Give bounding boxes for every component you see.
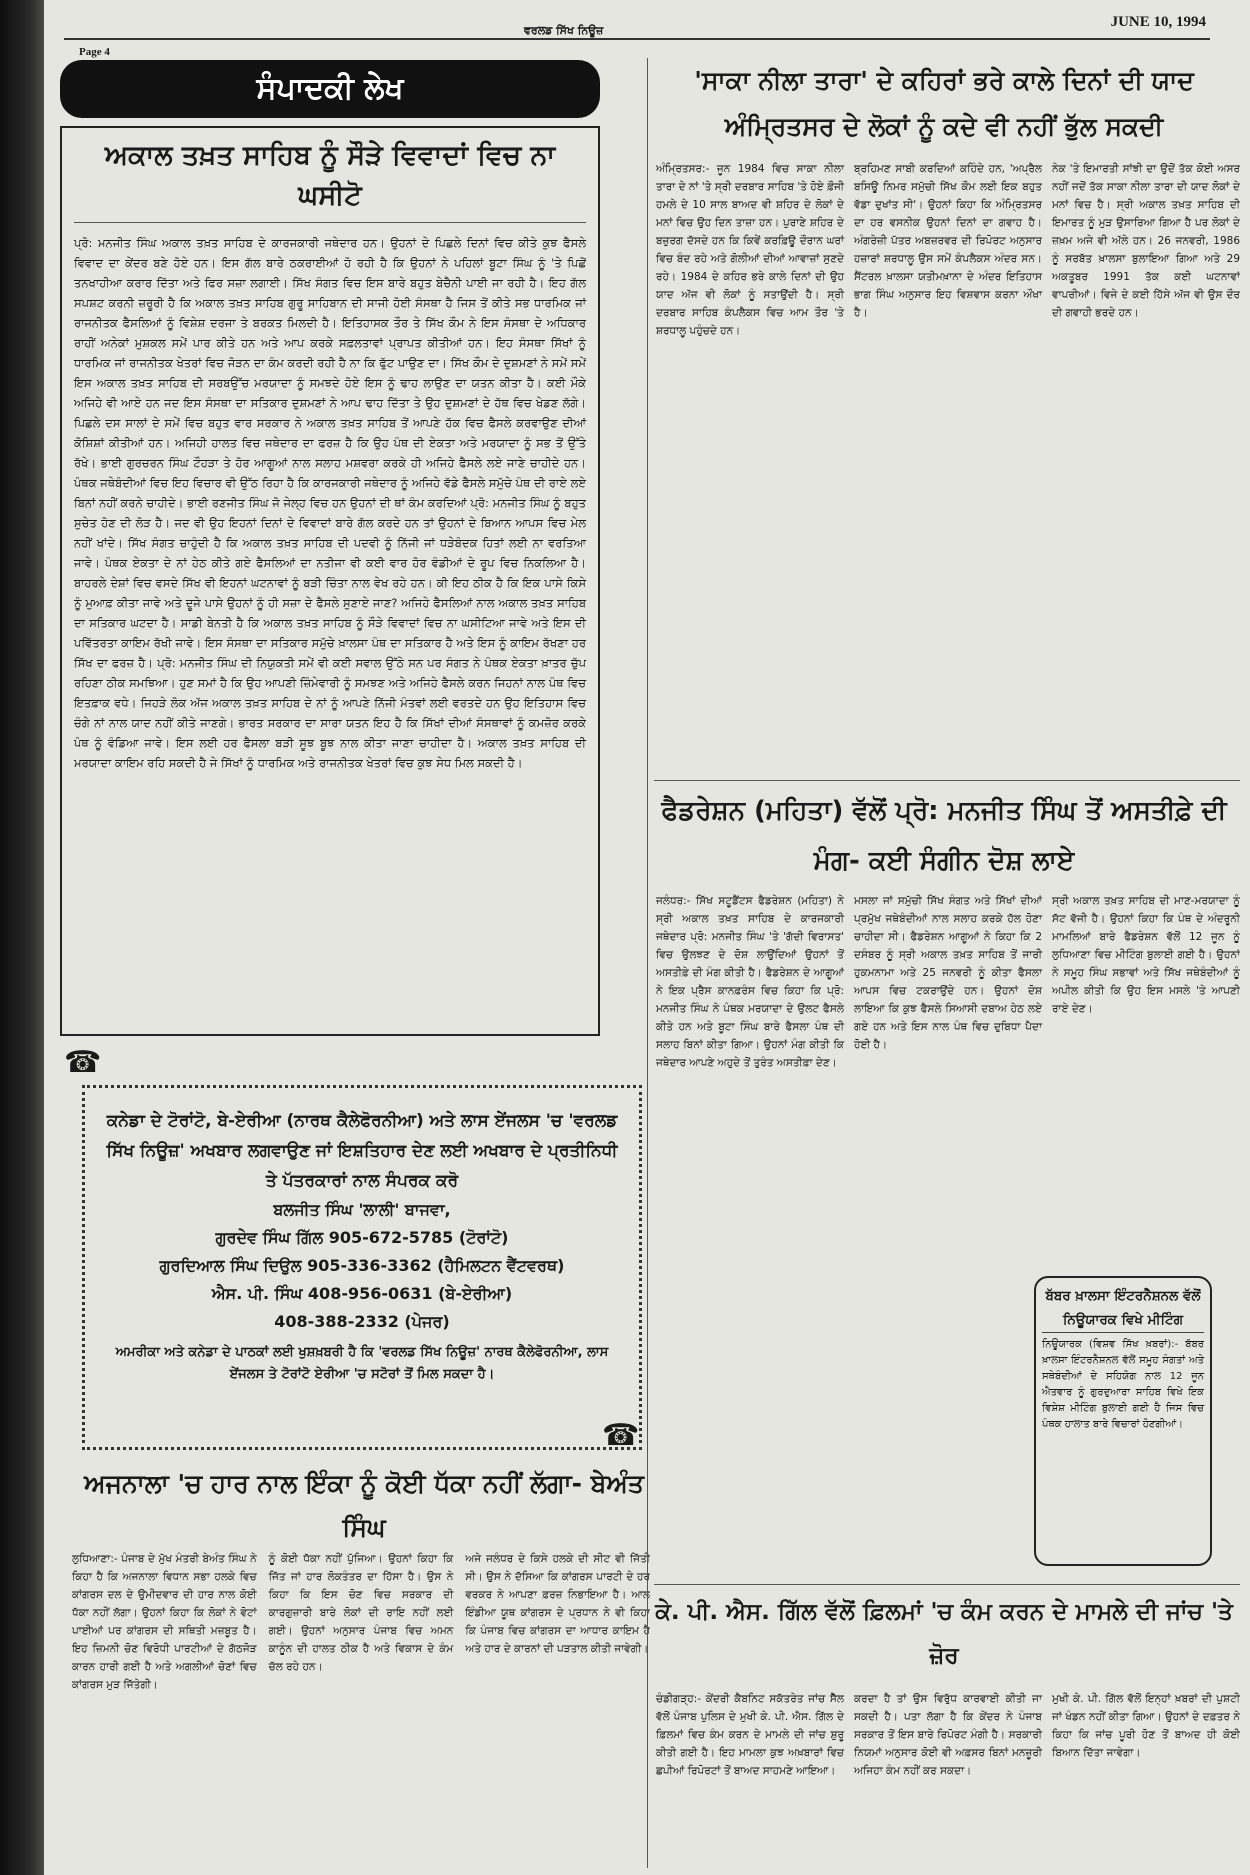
advert-contact: ਗੁਰਦੇਵ ਸਿੰਘ ਗਿੱਲ 905-672-5785 (ਟੋਰਾਂਟੋ) [215,1228,509,1247]
telephone-icon: ☎ [64,1045,102,1080]
article-column: ਅੰਮ੍ਰਿਤਸਰ:- ਜੂਨ 1984 ਵਿਚ ਸਾਕਾ ਨੀਲਾ ਤਾਰਾ ਦੇ ਨਾਂ 'ਤੇ ਸ੍ਰੀ ਦਰਬਾਰ ਸਾਹਿਬ 'ਤੇ ਹੋਏ ਫ਼ੌਜੀ ਹਮਲੇ ਦੇ 10 ਸਾਲ ਬਾਅਦ ਵੀ ਸ਼ਹਿਰ ਦੇ ਲੋਕਾਂ ਦੇ ਮਨਾਂ ਵਿਚ ਉਹ ਦਿਨ ਤਾਜ਼ਾ ਹਨ। ਪੁਰਾਣੇ ਸ਼ਹਿਰ ਦੇ ਬਜ਼ੁਰਗ ਦੱਸਦੇ ਹਨ ਕਿ ਕਿਵੇਂ ਕਰਫ਼ਿਊ ਦੌਰਾਨ ਘਰਾਂ ਵਿਚ ਬੰਦ ਰਹੇ ਅਤੇ ਗੋਲੀਆਂ ਦੀਆਂ ਆਵਾਜ਼ਾਂ ਸੁਣਦੇ ਰਹੇ। 1984 ਦੇ ਕਹਿਰ ਭਰੇ ਕਾਲੇ ਦਿਨਾਂ ਦੀ ਉਹ ਯਾਦ ਅੱਜ ਵੀ ਲੋਕਾਂ ਨੂੰ ਸਤਾਉਂਦੀ ਹੈ। ਸ੍ਰੀ ਦਰਬਾਰ ਸਾਹਿਬ ਕੰਪਲੈਕਸ ਵਿਚ ਆਮ ਤੌਰ 'ਤੇ ਸ਼ਰਧਾਲੂ ਪਹੁੰਚਦੇ ਹਨ। [656,163,844,337]
advert-contact: ਐਸ. ਪੀ. ਸਿੰਘ 408-956-0631 (ਬੇ-ਏਰੀਆ) [211,1284,513,1303]
issue-date: JUNE 10, 1994 [1110,14,1206,30]
article-column: ਲੁਧਿਆਣਾ:- ਪੰਜਾਬ ਦੇ ਮੁੱਖ ਮੰਤਰੀ ਬੇਅੰਤ ਸਿੰਘ ਨੇ ਕਿਹਾ ਹੈ ਕਿ ਅਜਨਾਲਾ ਵਿਧਾਨ ਸਭਾ ਹਲਕੇ ਵਿਚ ਕਾਂਗਰਸ ਦਲ ਦੇ ਉਮੀਦਵਾਰ ਦੀ ਹਾਰ ਨਾਲ ਕੋਈ ਧੱਕਾ ਨਹੀਂ ਲੱਗਾ। ਉਹਨਾਂ ਕਿਹਾ ਕਿ ਲੋਕਾਂ ਨੇ ਵੋਟਾਂ ਪਾਈਆਂ ਪਰ ਕਾਂਗਰਸ ਦੀ ਸਥਿਤੀ ਮਜ਼ਬੂਤ ਹੈ। ਇਹ ਜ਼ਿਮਨੀ ਚੋਣ ਵਿਰੋਧੀ ਪਾਰਟੀਆਂ ਦੇ ਗੱਠਜੋੜ ਕਾਰਨ ਹਾਰੀ ਗਈ ਹੈ ਅਤੇ ਅਗਲੀਆਂ ਚੋਣਾਂ ਵਿਚ ਕਾਂਗਰਸ ਮੁੜ ਜਿੱਤੇਗੀ। [72,1553,257,1691]
newspaper-page [44,0,1250,1875]
ajnala-headline: ਅਜਨਾਲਾ 'ਚ ਹਾਰ ਨਾਲ ਇੰਕਾ ਨੂੰ ਕੋਈ ਧੱਕਾ ਨਹੀਂ ਲੱਗਾ- ਬੇਅੰਤ ਸਿੰਘ [84,1469,644,1542]
article-column: ਨੂੰ ਕੋਈ ਧੱਕਾ ਨਹੀਂ ਪੁੱਜਿਆ। ਉਹਨਾਂ ਕਿਹਾ ਕਿ ਜਿੱਤ ਜਾਂ ਹਾਰ ਲੋਕਤੰਤਰ ਦਾ ਹਿੱਸਾ ਹੈ। ਉਸ ਨੇ ਕਿਹਾ ਕਿ ਇਸ ਚੋਣ ਵਿਚ ਸਰਕਾਰ ਦੀ ਕਾਰਗੁਜ਼ਾਰੀ ਬਾਰੇ ਲੋਕਾਂ ਦੀ ਰਾਇ ਨਹੀਂ ਲਈ ਗਈ। ਉਹਨਾਂ ਅਨੁਸਾਰ ਪੰਜਾਬ ਵਿਚ ਅਮਨ ਕਾਨੂੰਨ ਦੀ ਹਾਲਤ ਠੀਕ ਹੈ ਅਤੇ ਵਿਕਾਸ ਦੇ ਕੰਮ ਚੱਲ ਰਹੇ ਹਨ। [268,1553,454,1673]
saka-article [656,160,1240,770]
article-column: ਨੇਕ 'ਤੇ ਇਮਾਰਤੀ ਸਾਂਝੀ ਦਾ ਉਦੋਂ ਤੱਕ ਕੋਈ ਅਸਰ ਨਹੀਂ ਜਦੋਂ ਤੱਕ ਸਾਕਾ ਨੀਲਾ ਤਾਰਾ ਦੀ ਯਾਦ ਲੋਕਾਂ ਦੇ ਮਨਾਂ ਵਿਚ ਹੈ। ਸ੍ਰੀ ਅਕਾਲ ਤਖ਼ਤ ਸਾਹਿਬ ਦੀ ਇਮਾਰਤ ਨੂੰ ਮੁੜ ਉਸਾਰਿਆ ਗਿਆ ਹੈ ਪਰ ਲੋਕਾਂ ਦੇ ਜ਼ਖ਼ਮ ਅਜੇ ਵੀ ਅੱਲੇ ਹਨ। 26 ਜਨਵਰੀ, 1986 ਨੂੰ ਸਰਬੱਤ ਖ਼ਾਲਸਾ ਬੁਲਾਇਆ ਗਿਆ ਅਤੇ 29 ਅਕਤੂਬਰ 1991 ਤੱਕ ਕਈ ਘਟਨਾਵਾਂ ਵਾਪਰੀਆਂ। ਵਿਜੇ ਦੇ ਕਈ ਹਿੱਸੇ ਅੱਜ ਵੀ ਉਸ ਦੌਰ ਦੀ ਗਵਾਹੀ ਭਰਦੇ ਹਨ। [1052,163,1240,319]
article-column: ਕਰਦਾ ਹੈ ਤਾਂ ਉਸ ਵਿਰੁੱਧ ਕਾਰਵਾਈ ਕੀਤੀ ਜਾ ਸਕਦੀ ਹੈ। ਪਤਾ ਲੱਗਾ ਹੈ ਕਿ ਕੇਂਦਰ ਨੇ ਪੰਜਾਬ ਸਰਕਾਰ ਤੋਂ ਇਸ ਬਾਰੇ ਰਿਪੋਰਟ ਮੰਗੀ ਹੈ। ਸਰਕਾਰੀ ਨਿਯਮਾਂ ਅਨੁਸਾਰ ਕੋਈ ਵੀ ਅਫ਼ਸਰ ਬਿਨਾਂ ਮਨਜ਼ੂਰੀ ਅਜਿਹਾ ਕੰਮ ਨਹੀਂ ਕਰ ਸਕਦਾ। [854,1693,1042,1777]
babbar-khalsa-body: ਨਿਊਯਾਰਕ (ਵਿਸ਼ਵ ਸਿੱਖ ਖ਼ਬਰਾਂ):- ਬੱਬਰ ਖ਼ਾਲਸਾ ਇੰਟਰਨੈਸ਼ਨਲ ਵੱਲੋਂ ਸਮੂਹ ਸੰਗਤਾਂ ਅਤੇ ਸਥੇਬੰਦੀਆਂ ਦੇ ਸਹਿਯੋਗ ਨਾਲ 12 ਜੂਨ ਐਤਵਾਰ ਨੂੰ ਗੁਰਦੁਆਰਾ ਸਾਹਿਬ ਵਿਖੇ ਇਕ ਵਿਸ਼ੇਸ਼ ਮੀਟਿੰਗ ਬੁਲਾਈ ਗਈ ਹੈ ਜਿਸ ਵਿਚ ਪੰਥਕ ਹਾਲਾਤ ਬਾਰੇ ਵਿਚਾਰਾਂ ਹੋਣਗੀਆਂ। [1042,1339,1204,1430]
advert-contact: ਗੁਰਦਿਆਲ ਸਿੰਘ ਦਿਉਲ 905-336-3362 (ਹੈਮਿਲਟਨ ਵੈਂਟਵਰਥ) [159,1256,565,1275]
editorial-box [60,126,600,1036]
running-header [44,14,1250,58]
section-divider [654,1584,1240,1585]
telephone-icon: ☎ [602,1418,640,1453]
header-rule [64,38,1210,40]
article-column: ਮਸਲਾ ਜਾਂ ਸਮੁੱਚੀ ਸਿੱਖ ਸੰਗਤ ਅਤੇ ਸਿੱਖਾਂ ਦੀਆਂ ਪ੍ਰਮੁੱਖ ਜਥੇਬੰਦੀਆਂ ਨਾਲ ਸਲਾਹ ਕਰਕੇ ਹੱਲ ਹੋਣਾ ਚਾਹੀਦਾ ਸੀ। ਫੈਡਰੇਸ਼ਨ ਆਗੂਆਂ ਨੇ ਕਿਹਾ ਕਿ 2 ਦਸੰਬਰ ਨੂੰ ਸ੍ਰੀ ਅਕਾਲ ਤਖ਼ਤ ਸਾਹਿਬ ਤੋਂ ਜਾਰੀ ਹੁਕਮਨਾਮਾ ਅਤੇ 25 ਜਨਵਰੀ ਨੂੰ ਕੀਤਾ ਫੈਸਲਾ ਆਪਸ ਵਿਚ ਟਕਰਾਉਂਦੇ ਹਨ। ਉਹਨਾਂ ਦੋਸ਼ ਲਾਇਆ ਕਿ ਕੁਝ ਫੈਸਲੇ ਸਿਆਸੀ ਦਬਾਅ ਹੇਠ ਲਏ ਗਏ ਹਨ ਅਤੇ ਇਸ ਨਾਲ ਪੰਥ ਵਿਚ ਦੁਬਿਧਾ ਪੈਦਾ ਹੋਈ ਹੈ। [854,895,1042,1051]
contact-advert-box [82,1085,642,1450]
advert-contact: ਬਲਜੀਤ ਸਿੰਘ 'ਲਾਲੀ' ਬਾਜਵਾ, [273,1200,451,1219]
advert-contact: 408-388-2332 (ਪੇਜਰ) [274,1312,450,1331]
article-column: ਚੰਡੀਗੜ੍ਹ:- ਕੇਂਦਰੀ ਕੈਬਨਿਟ ਸਕੱਤਰੇਤ ਜਾਂਚ ਸੈੱਲ ਵੱਲੋਂ ਪੰਜਾਬ ਪੁਲਿਸ ਦੇ ਮੁਖੀ ਕੇ. ਪੀ. ਐਸ. ਗਿੱਲ ਦੇ ਫ਼ਿਲਮਾਂ ਵਿਚ ਕੰਮ ਕਰਨ ਦੇ ਮਾਮਲੇ ਦੀ ਜਾਂਚ ਸ਼ੁਰੂ ਕੀਤੀ ਗਈ ਹੈ। ਇਹ ਮਾਮਲਾ ਕੁਝ ਅਖ਼ਬਾਰਾਂ ਵਿਚ ਛਪੀਆਂ ਰਿਪੋਰਟਾਂ ਤੋਂ ਬਾਅਦ ਸਾਹਮਣੇ ਆਇਆ। [656,1693,844,1777]
editorial-body: ਪ੍ਰੋ: ਮਨਜੀਤ ਸਿੰਘ ਅਕਾਲ ਤਖ਼ਤ ਸਾਹਿਬ ਦੇ ਕਾਰਜਕਾਰੀ ਜਥੇਦਾਰ ਹਨ। ਉਹਨਾਂ ਦੇ ਪਿਛਲੇ ਦਿਨਾਂ ਵਿਚ ਕੀਤੇ ਕੁਝ ਫੈਸਲੇ ਵਿਵਾਦ ਦਾ ਕੇਂਦਰ ਬਣੇ ਹੋਏ ਹਨ। ਇਸ ਗੱਲ ਬਾਰੇ ਠਕਰਾਈਆਂ ਹੋ ਰਹੀ ਹੈ ਕਿ ਉਹਨਾਂ ਨੇ ਪਹਿਲਾਂ ਬੂਟਾ ਸਿੰਘ ਨੂੰ 'ਤੇ ਪਿਛੋਂ ਤਨਖਾਹੀਆ ਕਰਾਰ ਦਿੱਤਾ ਅਤੇ ਫਿਰ ਸਜ਼ਾ ਲਗਾਈ। ਸਿੱਖ ਸੰਗਤ ਵਿਚ ਇਸ ਬਾਰੇ ਬਹੁਤ ਬੇਚੈਨੀ ਪਾਈ ਜਾ ਰਹੀ ਹੈ। ਇਹ ਗੱਲ ਸਪਸ਼ਟ ਕਰਨੀ ਜ਼ਰੂਰੀ ਹੈ ਕਿ ਅਕਾਲ ਤਖ਼ਤ ਸਾਹਿਬ ਗੁਰੂ ਸਾਹਿਬਾਨ ਦੀ ਸਾਜੀ ਹੋਈ ਸੰਸਥਾ ਹੈ ਜਿਸ ਤੋਂ ਕੀਤੇ ਸਭ ਧਾਰਮਿਕ ਜਾਂ ਰਾਜਨੀਤਕ ਫੈਸਲਿਆਂ ਨੂੰ ਵਿਸ਼ੇਸ਼ ਦਰਜਾ ਤੇ ਬਰਕਤ ਮਿਲਦੀ ਹੈ। ਇਤਿਹਾਸਕ ਤੌਰ ਤੇ ਸਿੱਖ ਕੌਮ ਨੇ ਇਸ ਸੰਸਥਾ ਦੇ ਅਧਿਕਾਰ ਰਾਹੀਂ ਅਨੇਕਾਂ ਮੁਸ਼ਕਲ ਸਮੇਂ ਪਾਰ ਕੀਤੇ ਹਨ ਅਤੇ ਆਪ ਕਰਕੇ ਸਫ਼ਲਤਾਵਾਂ ਪ੍ਰਾਪਤ ਕੀਤੀਆਂ ਹਨ। ਇਹ ਸੰਸਥਾ ਸਿੱਖਾਂ ਨੂੰ ਧਾਰਮਿਕ ਜਾਂ ਰਾਜਨੀਤਕ ਖੇਤਰਾਂ ਵਿਚ ਜੋੜਨ ਦਾ ਕੰਮ ਕਰਦੀ ਰਹੀ ਹੈ ਨਾ ਕਿ ਫੁੱਟ ਪਾਉਣ ਦਾ। ਸਿੱਖ ਕੌਮ ਦੇ ਦੁਸ਼ਮਣਾਂ ਨੇ ਸਮੇਂ ਸਮੇਂ ਇਸ ਅਕਾਲ ਤਖ਼ਤ ਸਾਹਿਬ ਦੀ ਸਰਬਉੱਚ ਮਰਯਾਦਾ ਨੂੰ ਸਮਝਦੇ ਹੋਏ ਇਸ ਨੂੰ ਢਾਹ ਲਾਉਣ ਦਾ ਯਤਨ ਕੀਤਾ ਹੈ। ਕਈ ਮੌਕੇ ਅਜਿਹੇ ਵੀ ਆਏ ਹਨ ਜਦ ਇਸ ਸੰਸਥਾ ਦਾ ਸਤਿਕਾਰ ਦੁਸ਼ਮਣਾਂ ਨੇ ਆਪ ਢਾਹ ਦਿੱਤਾ ਤੇ ਉਹ ਦੁਸ਼ਮਣਾਂ ਦੇ ਹੱਥ ਵਿਚ ਖੇਡਣ ਲੱਗੇ। ਪਿਛਲੇ ਦਸ ਸਾਲਾਂ ਦੇ ਸਮੇਂ ਵਿਚ ਬਹੁਤ ਵਾਰ ਸਰਕਾਰ ਨੇ ਅਕਾਲ ਤਖ਼ਤ ਸਾਹਿਬ ਤੋਂ ਆਪਣੇ ਹੱਕ ਵਿਚ ਫੈਸਲੇ ਕਰਵਾਉਣ ਦੀਆਂ ਕੋਸ਼ਿਸ਼ਾਂ ਕੀਤੀਆਂ ਹਨ। ਅਜਿਹੀ ਹਾਲਤ ਵਿਚ ਜਥੇਦਾਰ ਦਾ ਫਰਜ਼ ਹੈ ਕਿ ਉਹ ਪੰਥ ਦੀ ਏਕਤਾ ਅਤੇ ਮਰਯਾਦਾ ਨੂੰ ਸਭ ਤੋਂ ਉੱਤੇ ਰੱਖੇ। ਭਾਈ ਗੁਰਚਰਨ ਸਿੰਘ ਟੌਹੜਾ ਤੇ ਹੋਰ ਆਗੂਆਂ ਨਾਲ ਸਲਾਹ ਮਸ਼ਵਰਾ ਕਰਕੇ ਹੀ ਅਜਿਹੇ ਫੈਸਲੇ ਲਏ ਜਾਣੇ ਚਾਹੀਦੇ ਹਨ। ਪੰਥਕ ਜਥੇਬੰਦੀਆਂ ਵਿਚ ਇਹ ਵਿਚਾਰ ਵੀ ਉੱਠ ਰਿਹਾ ਹੈ ਕਿ ਕਾਰਜਕਾਰੀ ਜਥੇਦਾਰ ਨੂੰ ਅਜਿਹੇ ਵੱਡੇ ਫੈਸਲੇ ਸਮੁੱਚੇ ਪੰਥ ਦੀ ਰਾਏ ਲਏ ਬਿਨਾਂ ਨਹੀਂ ਕਰਨੇ ਚਾਹੀਦੇ। ਭਾਈ ਰਣਜੀਤ ਸਿੰਘ ਜੋ ਜੇਲ੍ਹ ਵਿਚ ਹਨ ਉਹਨਾਂ ਦੀ ਥਾਂ ਕੰਮ ਕਰਦਿਆਂ ਪ੍ਰੋ: ਮਨਜੀਤ ਸਿੰਘ ਨੂੰ ਬਹੁਤ ਸੁਚੇਤ ਹੋਣ ਦੀ ਲੋੜ ਹੈ। ਜਦ ਵੀ ਉਹ ਇਹਨਾਂ ਦਿਨਾਂ ਦੇ ਵਿਵਾਦਾਂ ਬਾਰੇ ਗੱਲ ਕਰਦੇ ਹਨ ਤਾਂ ਉਹਨਾਂ ਦੇ ਬਿਆਨ ਆਪਸ ਵਿਚ ਮੇਲ ਨਹੀਂ ਖਾਂਦੇ। ਸਿੱਖ ਸੰਗਤ ਚਾਹੁੰਦੀ ਹੈ ਕਿ ਅਕਾਲ ਤਖ਼ਤ ਸਾਹਿਬ ਦੀ ਪਦਵੀ ਨੂੰ ਨਿੱਜੀ ਜਾਂ ਧੜੇਬੰਦਕ ਹਿਤਾਂ ਲਈ ਨਾ ਵਰਤਿਆ ਜਾਵੇ। ਪੰਥਕ ਏਕਤਾ ਦੇ ਨਾਂ ਹੇਠ ਕੀਤੇ ਗਏ ਫੈਸਲਿਆਂ ਦਾ ਨਤੀਜਾ ਵੀ ਕਈ ਵਾਰ ਹੋਰ ਵੰਡੀਆਂ ਦੇ ਰੂਪ ਵਿਚ ਨਿਕਲਿਆ ਹੈ। ਬਾਹਰਲੇ ਦੇਸ਼ਾਂ ਵਿਚ ਵਸਦੇ ਸਿੱਖ ਵੀ ਇਹਨਾਂ ਘਟਨਾਵਾਂ ਨੂੰ ਬੜੀ ਚਿੰਤਾ ਨਾਲ ਵੇਖ ਰਹੇ ਹਨ। ਕੀ ਇਹ ਠੀਕ ਹੈ ਕਿ ਇਕ ਪਾਸੇ ਕਿਸੇ ਨੂੰ ਮੁਆਫ਼ ਕੀਤਾ ਜਾਵੇ ਅਤੇ ਦੂਜੇ ਪਾਸੇ ਉਹਨਾਂ ਨੂੰ ਹੀ ਸਜ਼ਾ ਦੇ ਫੈਸਲੇ ਸੁਣਾਏ ਜਾਣ? ਅਜਿਹੇ ਫੈਸਲਿਆਂ ਨਾਲ ਅਕਾਲ ਤਖ਼ਤ ਸਾਹਿਬ ਦਾ ਸਤਿਕਾਰ ਘਟਦਾ ਹੈ। ਸਾਡੀ ਬੇਨਤੀ ਹੈ ਕਿ ਅਕਾਲ ਤਖ਼ਤ ਸਾਹਿਬ ਨੂੰ ਸੌੜੇ ਵਿਵਾਦਾਂ ਵਿਚ ਨਾ ਘਸੀਟਿਆ ਜਾਵੇ ਅਤੇ ਇਸ ਦੀ ਪਵਿੱਤਰਤਾ ਕਾਇਮ ਰੱਖੀ ਜਾਵੇ। ਇਸ ਸੰਸਥਾ ਦਾ ਸਤਿਕਾਰ ਸਮੁੱਚੇ ਖ਼ਾਲਸਾ ਪੰਥ ਦਾ ਸਤਿਕਾਰ ਹੈ ਅਤੇ ਇਸ ਨੂੰ ਕਾਇਮ ਰੱਖਣਾ ਹਰ ਸਿੱਖ ਦਾ ਫਰਜ਼ ਹੈ। ਪ੍ਰੋ: ਮਨਜੀਤ ਸਿੰਘ ਦੀ ਨਿਯੁਕਤੀ ਸਮੇਂ ਵੀ ਕਈ ਸਵਾਲ ਉੱਠੇ ਸਨ ਪਰ ਸੰਗਤ ਨੇ ਪੰਥਕ ਏਕਤਾ ਖ਼ਾਤਰ ਚੁੱਪ ਰਹਿਣਾ ਠੀਕ ਸਮਝਿਆ। ਹੁਣ ਸਮਾਂ ਹੈ ਕਿ ਉਹ ਆਪਣੀ ਜ਼ਿੰਮੇਵਾਰੀ ਨੂੰ ਸਮਝਣ ਅਤੇ ਅਜਿਹੇ ਫੈਸਲੇ ਕਰਨ ਜਿਹਨਾਂ ਨਾਲ ਪੰਥ ਵਿਚ ਇਤਫ਼ਾਕ ਵਧੇ। ਜਿਹੜੇ ਲੋਕ ਅੱਜ ਅਕਾਲ ਤਖ਼ਤ ਸਾਹਿਬ ਦੇ ਨਾਂ ਨੂੰ ਆਪਣੇ ਨਿੱਜੀ ਮੰਤਵਾਂ ਲਈ ਵਰਤਦੇ ਹਨ ਉਹ ਇਤਿਹਾਸ ਵਿਚ ਚੰਗੇ ਨਾਂ ਨਾਲ ਯਾਦ ਨਹੀਂ ਕੀਤੇ ਜਾਣਗੇ। ਭਾਰਤ ਸਰਕਾਰ ਦਾ ਸਾਰਾ ਯਤਨ ਇਹ ਹੈ ਕਿ ਸਿੱਖਾਂ ਦੀਆਂ ਸੰਸਥਾਵਾਂ ਨੂੰ ਕਮਜ਼ੋਰ ਕਰਕੇ ਪੰਥ ਨੂੰ ਵੰਡਿਆ ਜਾਵੇ। ਇਸ ਲਈ ਹਰ ਫੈਸਲਾ ਬੜੀ ਸੂਝ ਬੂਝ ਨਾਲ ਕੀਤਾ ਜਾਣਾ ਚਾਹੀਦਾ ਹੈ। ਅਕਾਲ ਤਖ਼ਤ ਸਾਹਿਬ ਦੀ ਮਰਯਾਦਾ ਕਾਇਮ ਰਹਿ ਸਕਦੀ ਹੈ ਜੇ ਸਿੱਖਾਂ ਨੂੰ ਧਾਰਮਿਕ ਅਤੇ ਰਾਜਨੀਤਕ ਖੇਤਰਾਂ ਵਿਚ ਕੁਝ ਸੇਧ ਮਿਲ ਸਕਦੀ ਹੈ। [74,236,586,770]
column-divider [647,58,648,1868]
ajnala-article [72,1550,650,1860]
advert-footer: ਅਮਰੀਕਾ ਅਤੇ ਕਨੇਡਾ ਦੇ ਪਾਠਕਾਂ ਲਈ ਖੁਸ਼ਖ਼ਬਰੀ ਹੈ ਕਿ 'ਵਰਲਡ ਸਿੱਖ ਨਿਊਜ਼' ਨਾਰਥ ਕੈਲੇਫੋਰਨੀਆ, ਲਾਸ ਏਂਜਲਸ ਤੇ ਟੋਰਾਂਟੋ ਏਰੀਆ 'ਚ ਸਟੋਰਾਂ ਤੋਂ ਮਿਲ ਸਕਦਾ ਹੈ। [115,1345,609,1382]
advert-heading: ਕਨੇਡਾ ਦੇ ਟੋਰਾਂਟੋ, ਬੇ-ਏਰੀਆ (ਨਾਰਥ ਕੈਲੇਫੋਰਨੀਆ) ਅਤੇ ਲਾਸ ਏਂਜਲਸ 'ਚ 'ਵਰਲਡ ਸਿੱਖ ਨਿਊਜ਼' ਅਖਬਾਰ ਲਗਵਾਉਣ ਜਾਂ ਇਸ਼ਤਿਹਾਰ ਦੇਣ ਲਈ ਅਖਬਾਰ ਦੇ ਪ੍ਰਤੀਨਿਧੀ ਤੇ ਪੱਤਰਕਾਰਾਂ ਨਾਲ ਸੰਪਰਕ ਕਰੋ [106,1111,618,1191]
article-column: ਬ੍ਰਹਿਮਣ ਸਾਬੀ ਕਰਦਿਆਂ ਕਹਿੰਦੇ ਹਨ, 'ਅਪ੍ਰੈਲ ਬਸਿਊ ਨਿਮਰ ਸਮੁੱਚੀ ਸਿੱਖ ਕੌਮ ਲਈ ਇਕ ਬਹੁਤ ਵੱਡਾ ਦੁਖਾਂਤ ਸੀ'। ਉਹਨਾਂ ਕਿਹਾ ਕਿ ਅੰਮ੍ਰਿਤਸਰ ਦਾ ਹਰ ਵਸਨੀਕ ਉਹਨਾਂ ਦਿਨਾਂ ਦਾ ਗਵਾਹ ਹੈ। ਅੰਗਰੇਜ਼ੀ ਪੱਤਰ ਅਬਜ਼ਰਵਰ ਦੀ ਰਿਪੋਰਟ ਅਨੁਸਾਰ ਹਜ਼ਾਰਾਂ ਸ਼ਰਧਾਲੂ ਉਸ ਸਮੇਂ ਕੰਪਲੈਕਸ ਅੰਦਰ ਸਨ। ਸੈਂਟਰਲ ਖ਼ਾਲਸਾ ਯਤੀਮਖ਼ਾਨਾ ਦੇ ਅੰਦਰ ਇਤਿਹਾਸ ਭਾਗ ਸਿੰਘ ਅਨੁਸਾਰ ਇਹ ਵਿਸ਼ਵਾਸ ਕਰਨਾ ਔਖਾ ਹੈ। [854,163,1042,319]
article-column: ਜਲੰਧਰ:- ਸਿੱਖ ਸਟੂਡੈਂਟਸ ਫੈਡਰੇਸ਼ਨ (ਮਹਿਤਾ) ਨੇ ਸ੍ਰੀ ਅਕਾਲ ਤਖ਼ਤ ਸਾਹਿਬ ਦੇ ਕਾਰਜਕਾਰੀ ਜਥੇਦਾਰ ਪ੍ਰੋ: ਮਨਜੀਤ ਸਿੰਘ 'ਤੇ 'ਗੱਦੀ ਵਿਰਾਸਤ' ਵਿਚ ਉਲਝਣ ਦੇ ਦੋਸ਼ ਲਾਉਂਦਿਆਂ ਉਹਨਾਂ ਤੋਂ ਅਸਤੀਫ਼ੇ ਦੀ ਮੰਗ ਕੀਤੀ ਹੈ। ਫੈਡਰੇਸ਼ਨ ਦੇ ਆਗੂਆਂ ਨੇ ਇਕ ਪ੍ਰੈਸ ਕਾਨਫ਼ਰੰਸ ਵਿਚ ਕਿਹਾ ਕਿ ਪ੍ਰੋ: ਮਨਜੀਤ ਸਿੰਘ ਨੇ ਪੰਥਕ ਮਰਯਾਦਾ ਦੇ ਉਲਟ ਫੈਸਲੇ ਕੀਤੇ ਹਨ ਅਤੇ ਬੂਟਾ ਸਿੰਘ ਬਾਰੇ ਫੈਸਲਾ ਪੰਥ ਦੀ ਸਲਾਹ ਬਿਨਾਂ ਕੀਤਾ ਗਿਆ। ਉਹਨਾਂ ਮੰਗ ਕੀਤੀ ਕਿ ਜਥੇਦਾਰ ਆਪਣੇ ਅਹੁਦੇ ਤੋਂ ਤੁਰੰਤ ਅਸਤੀਫ਼ਾ ਦੇਣ। [656,895,844,1069]
article-column: ਅਜੇ ਜਲੰਧਰ ਦੇ ਕਿਸੇ ਹਲਕੇ ਦੀ ਸੀਟ ਵੀ ਜਿੱਤੀ ਸੀ। ਉਸ ਨੇ ਦੱਸਿਆ ਕਿ ਕਾਂਗਰਸ ਪਾਰਟੀ ਦੇ ਹਰ ਵਰਕਰ ਨੇ ਆਪਣਾ ਫ਼ਰਜ਼ ਨਿਭਾਇਆ ਹੈ। ਆਲ ਇੰਡੀਆ ਯੂਥ ਕਾਂਗਰਸ ਦੇ ਪ੍ਰਧਾਨ ਨੇ ਵੀ ਕਿਹਾ ਕਿ ਪੰਜਾਬ ਵਿਚ ਕਾਂਗਰਸ ਦਾ ਆਧਾਰ ਕਾਇਮ ਹੈ ਅਤੇ ਹਾਰ ਦੇ ਕਾਰਨਾਂ ਦੀ ਪੜਤਾਲ ਕੀਤੀ ਜਾਵੇਗੀ। [465,1553,650,1655]
gill-article [656,1690,1240,1865]
article-column: ਸ੍ਰੀ ਅਕਾਲ ਤਖ਼ਤ ਸਾਹਿਬ ਦੀ ਮਾਣ-ਮਰਯਾਦਾ ਨੂੰ ਸੱਟ ਵੱਜੀ ਹੈ। ਉਹਨਾਂ ਕਿਹਾ ਕਿ ਪੰਥ ਦੇ ਅੰਦਰੂਨੀ ਮਾਮਲਿਆਂ ਬਾਰੇ ਫੈਡਰੇਸ਼ਨ ਵੱਲੋਂ 12 ਜੂਨ ਨੂੰ ਲੁਧਿਆਣਾ ਵਿਚ ਮੀਟਿੰਗ ਬੁਲਾਈ ਗਈ ਹੈ। ਉਹਨਾਂ ਨੇ ਸਮੂਹ ਸਿੰਘ ਸਭਾਵਾਂ ਅਤੇ ਸਿੱਖ ਜਥੇਬੰਦੀਆਂ ਨੂੰ ਅਪੀਲ ਕੀਤੀ ਕਿ ਉਹ ਇਸ ਮਸਲੇ 'ਤੇ ਆਪਣੀ ਰਾਏ ਦੇਣ। [1052,895,1240,1015]
saka-headline: 'ਸਾਕਾ ਨੀਲਾ ਤਾਰਾ' ਦੇ ਕਹਿਰਾਂ ਭਰੇ ਕਾਲੇ ਦਿਨਾਂ ਦੀ ਯਾਦ ਅੰਮ੍ਰਿਤਸਰ ਦੇ ਲੋਕਾਂ ਨੂੰ ਕਦੇ ਵੀ ਨਹੀਂ ਭੁੱਲ ਸਕਦੀ [694,66,1194,141]
section-divider [654,780,1240,781]
babbar-khalsa-box [1034,1276,1212,1566]
babbar-khalsa-headline: ਬੱਬਰ ਖ਼ਾਲਸਾ ਇੰਟਰਨੈਸ਼ਨਲ ਵੱਲੋਂ ਨਿਊਯਾਰਕ ਵਿਖੇ ਮੀਟਿੰਗ [1042,1284,1204,1333]
federation-headline: ਫੈਡਰੇਸ਼ਨ (ਮਹਿਤਾ) ਵੱਲੋਂ ਪ੍ਰੋ: ਮਨਜੀਤ ਸਿੰਘ ਤੋਂ ਅਸਤੀਫ਼ੇ ਦੀ ਮੰਗ- ਕਈ ਸੰਗੀਨ ਦੋਸ਼ ਲਾਏ [661,796,1227,876]
editorial-headline: ਅਕਾਲ ਤਖ਼ਤ ਸਾਹਿਬ ਨੂੰ ਸੌੜੇ ਵਿਵਾਦਾਂ ਵਿਚ ਨਾ ਘਸੀਟੋ [74,136,586,223]
gill-headline: ਕੇ. ਪੀ. ਐਸ. ਗਿੱਲ ਵੱਲੋਂ ਫ਼ਿਲਮਾਂ 'ਚ ਕੰਮ ਕਰਨ ਦੇ ਮਾਮਲੇ ਦੀ ਜਾਂਚ 'ਤੇ ਜ਼ੋਰ [655,1599,1233,1669]
editorial-section-banner: ਸੰਪਾਦਕੀ ਲੇਖ [60,60,600,118]
page-number: Page 4 [79,46,110,58]
binding-spine [0,0,44,1875]
publication-name: ਵਰਲਡ ਸਿੱਖ ਨਿਊਜ਼ [524,24,604,37]
article-column: ਮੁਖੀ ਕੇ. ਪੀ. ਗਿੱਲ ਵੱਲੋਂ ਇਨ੍ਹਾਂ ਖ਼ਬਰਾਂ ਦੀ ਪੁਸ਼ਟੀ ਜਾਂ ਖੰਡਨ ਨਹੀਂ ਕੀਤਾ ਗਿਆ। ਉਹਨਾਂ ਦੇ ਦਫ਼ਤਰ ਨੇ ਕਿਹਾ ਕਿ ਜਾਂਚ ਪੂਰੀ ਹੋਣ ਤੋਂ ਬਾਅਦ ਹੀ ਕੋਈ ਬਿਆਨ ਦਿੱਤਾ ਜਾਵੇਗਾ। [1052,1693,1240,1759]
